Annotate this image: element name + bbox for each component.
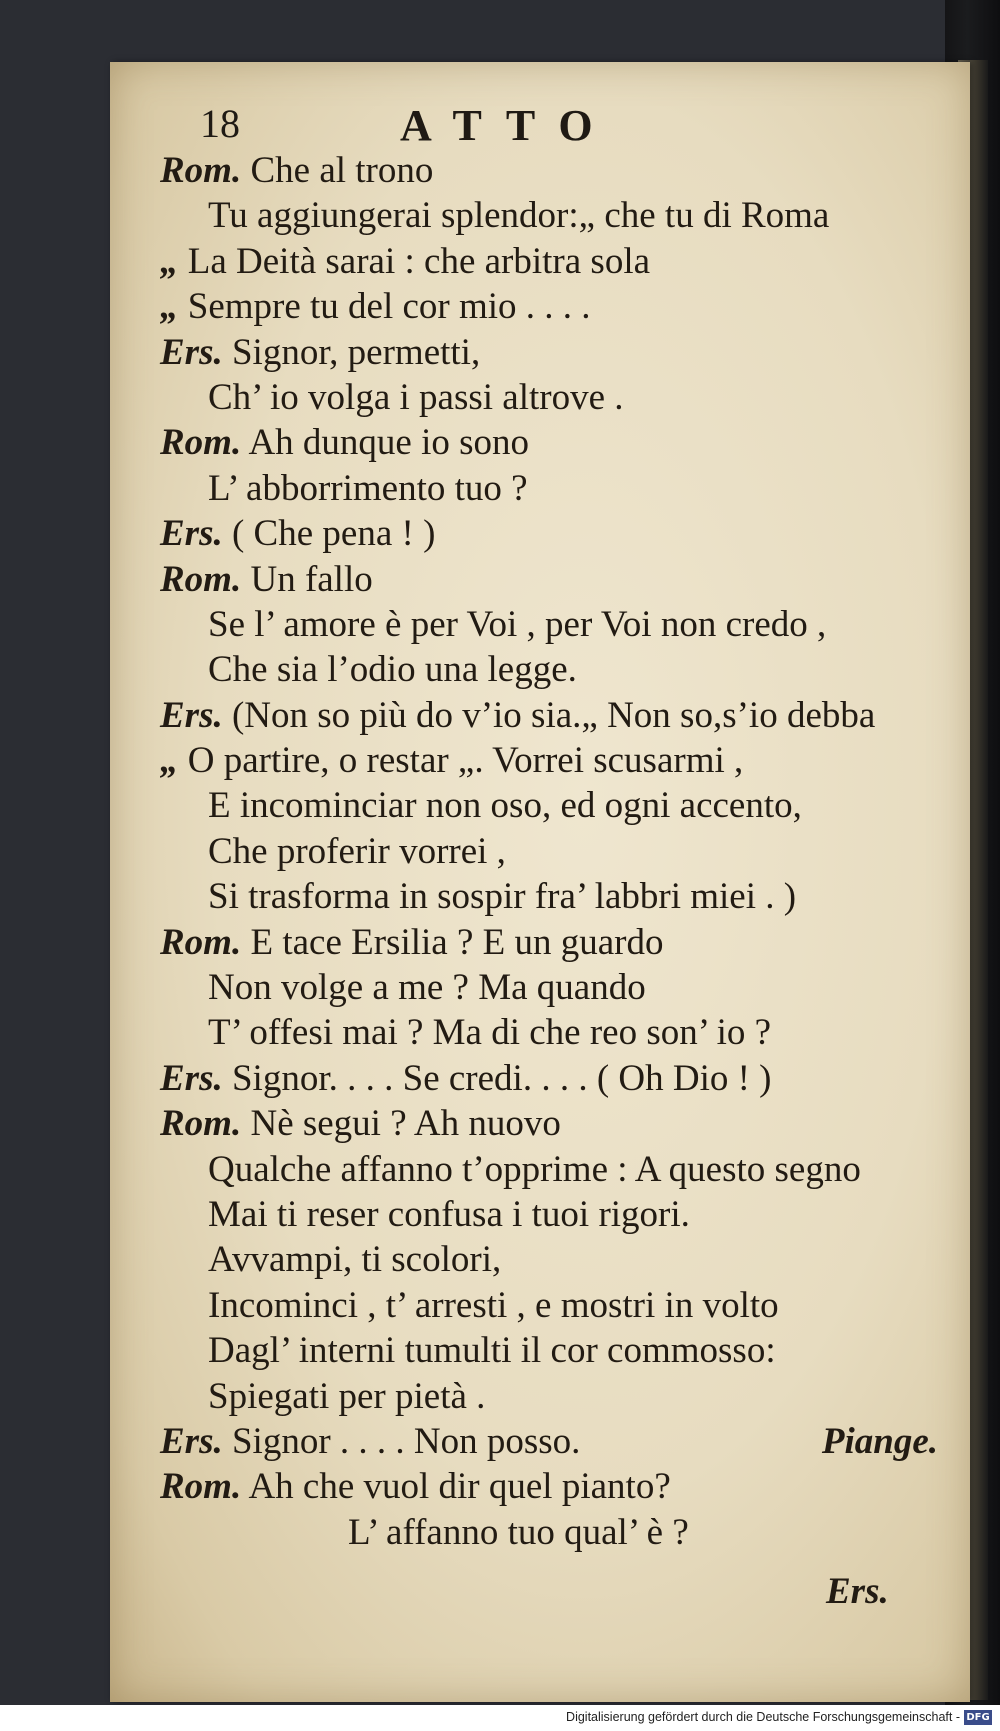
verse-text — [160, 148, 950, 1555]
stage-direction: Piange. — [821, 1420, 938, 1462]
line-text: Dagl’ interni tumulti il cor commosso: — [208, 1330, 776, 1372]
speaker-label: Rom. — [160, 1466, 242, 1508]
speaker-label: Ers. — [160, 513, 223, 555]
speaker-label: Ers. — [160, 331, 223, 373]
verse-line — [160, 511, 950, 556]
verse-line — [160, 693, 950, 738]
line-text: Nè segui ? Ah nuovo — [250, 1103, 561, 1145]
line-text: E incominciar non oso, ed ogni accento, — [208, 785, 802, 827]
footer-bar — [0, 1705, 1000, 1731]
verse-line — [160, 738, 950, 783]
speaker-label: „ — [160, 740, 179, 782]
line-text: Mai ti reser confusa i tuoi rigori. — [208, 1193, 690, 1235]
verse-line — [160, 239, 950, 284]
line-text: Non volge a me ? Ma quando — [208, 967, 646, 1009]
line-text: Signor. . . . Se credi. . . . ( Oh Dio ! ) — [231, 1057, 772, 1099]
line-text: Sempre tu del cor mio . . . . — [187, 286, 591, 328]
dfg-logo: DFG — [964, 1710, 992, 1725]
catchword: Ers. — [826, 1571, 889, 1612]
verse-line — [160, 1283, 950, 1328]
verse-line — [160, 1147, 950, 1192]
line-text: ( Che pena ! ) — [231, 513, 436, 555]
verse-line — [160, 466, 950, 511]
verse-line — [160, 647, 950, 692]
verse-line — [160, 965, 950, 1010]
line-text: L’ abborrimento tuo ? — [208, 467, 528, 509]
funding-credit: Digitalisierung gefördert durch die Deutsche Forschungsgemeinschaft - — [566, 1710, 960, 1724]
verse-line — [160, 1237, 950, 1282]
speaker-label: Ers. — [160, 1420, 223, 1462]
line-text: Che al trono — [250, 150, 434, 191]
line-text: (Non so più do v’io sia.„ Non so,s’io debba — [231, 694, 876, 736]
speaker-label: Ers. — [160, 1057, 223, 1099]
verse-line — [160, 1101, 950, 1146]
line-text: Signor . . . . Non posso. — [231, 1420, 581, 1462]
line-text: T’ offesi mai ? Ma di che reo son’ io ? — [208, 1012, 772, 1054]
line-text: Tu aggiungerai splendor:„ che tu di Roma — [208, 195, 830, 237]
verse-line — [160, 602, 950, 647]
verse-line — [160, 1010, 950, 1055]
verse-line — [160, 1510, 950, 1555]
verse-line — [160, 874, 950, 919]
verse-line — [160, 557, 950, 602]
line-text: Qualche affanno t’opprime : A questo segno — [208, 1148, 861, 1190]
verse-line — [160, 284, 950, 329]
running-title: ATTO — [400, 101, 617, 150]
line-text: Signor, permetti, — [231, 331, 481, 373]
verse-line — [160, 783, 950, 828]
speaker-label: Ers. — [160, 694, 223, 736]
page-number: 18 — [200, 101, 240, 146]
line-text: O partire, o restar „. Vorrei scusarmi , — [187, 740, 744, 782]
line-text: Avvampi, ti scolori, — [208, 1239, 502, 1281]
speaker-label: „ — [160, 240, 179, 282]
verse-line — [160, 375, 950, 420]
line-text: Incominci , t’ arresti , e mostri in volto — [208, 1284, 779, 1326]
line-text: Un fallo — [250, 558, 373, 600]
line-text: Ah dunque io sono — [248, 422, 530, 464]
verse-line — [160, 420, 950, 465]
line-text: Spiegati per pietà . — [208, 1375, 486, 1417]
verse-line — [160, 829, 950, 874]
line-text: Ah che vuol dir quel pianto? — [248, 1466, 671, 1508]
verse-line — [160, 1328, 950, 1373]
line-text: Si trasforma in sospir fra’ labbri miei . ) — [208, 876, 797, 918]
verse-line — [160, 193, 950, 238]
speaker-label: Rom. — [160, 921, 242, 963]
line-text: Ch’ io volga i passi altrove . — [208, 376, 624, 418]
verse-line — [160, 148, 950, 193]
speaker-label: Rom. — [160, 558, 242, 600]
line-text: Che sia l’odio una legge. — [208, 649, 577, 691]
verse-line — [160, 1056, 950, 1101]
verse-line — [160, 920, 950, 965]
speaker-label: Rom. — [160, 150, 242, 191]
line-text: La Deità sarai : che arbitra sola — [187, 240, 651, 282]
line-text: L’ affanno tuo qual’ è ? — [348, 1511, 689, 1553]
verse-line — [160, 1419, 950, 1464]
line-text: Se l’ amore è per Voi , per Voi non credo , — [208, 603, 827, 645]
speaker-label: Rom. — [160, 422, 242, 464]
speaker-label: „ — [160, 286, 179, 328]
verse-line — [160, 1192, 950, 1237]
line-text: E tace Ersilia ? E un guardo — [250, 921, 664, 963]
verse-line — [160, 1374, 950, 1419]
verse-line — [160, 330, 950, 375]
verse-line — [160, 1464, 950, 1509]
speaker-label: Rom. — [160, 1103, 242, 1145]
line-text: Che proferir vorrei , — [208, 830, 506, 872]
